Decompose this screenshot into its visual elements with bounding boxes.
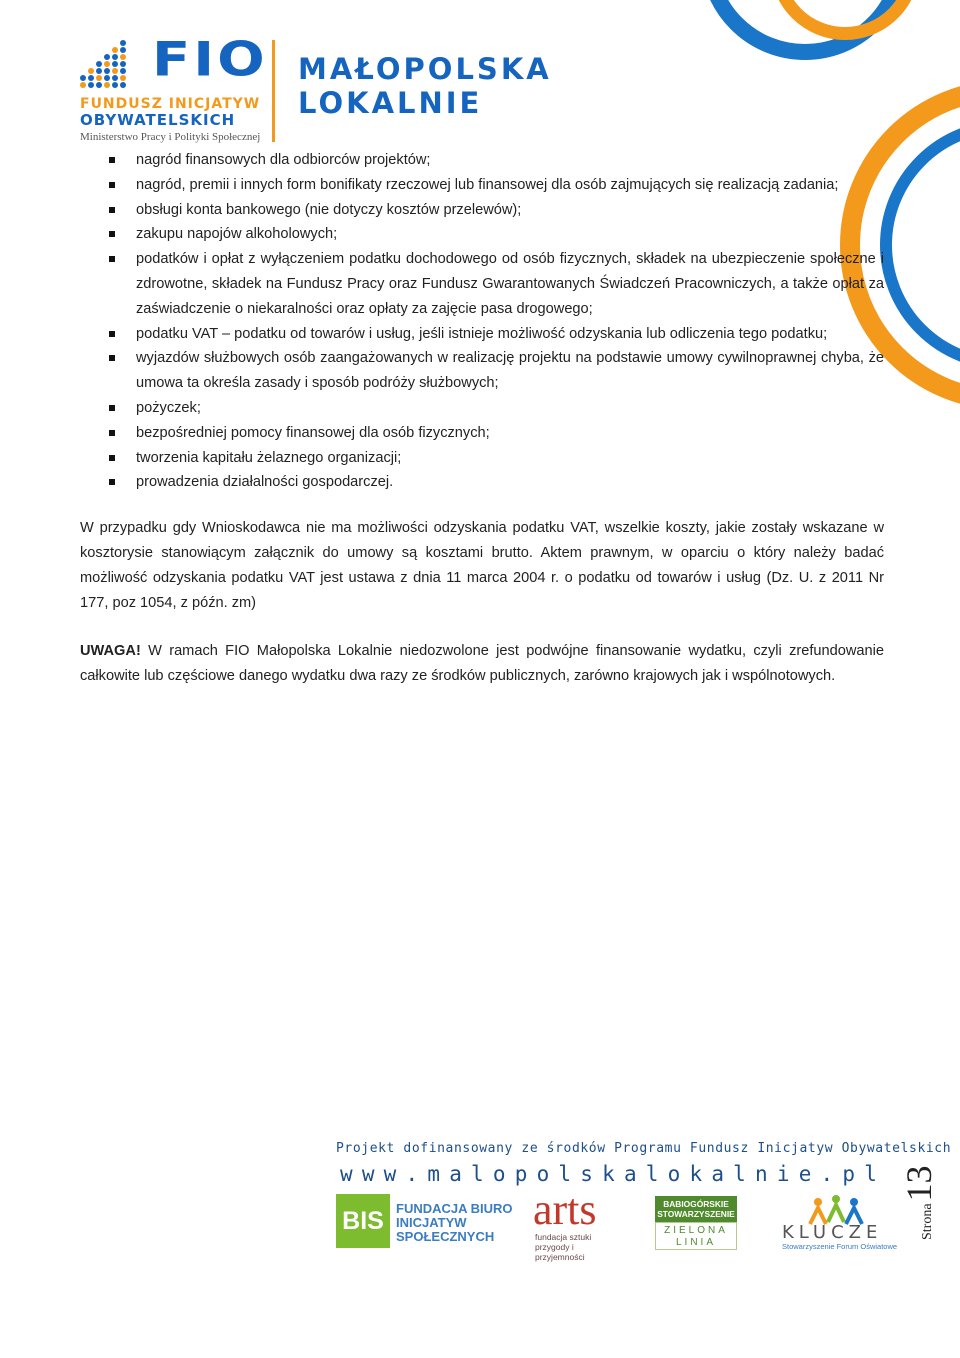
logo-dot: [96, 61, 102, 67]
fio-ministry: Ministerstwo Pracy i Polityki Społecznej: [80, 131, 261, 143]
program-title: [298, 52, 552, 120]
logo-dot: [120, 61, 126, 67]
logo-dot: [104, 82, 110, 88]
list-item: nagród, premii i innych form bonifikaty rzeczowej lub finansowej dla osób zajmujących się realizacją zadania;: [80, 173, 884, 198]
arts-logo: arts: [533, 1185, 597, 1234]
logo-dot: [80, 82, 86, 88]
bis-logo-icon: BIS: [336, 1194, 390, 1248]
program-title-line2: LOKALNIE: [298, 86, 483, 120]
logo-dot: [88, 82, 94, 88]
logo-dot: [120, 68, 126, 74]
logo-dot: [112, 61, 118, 67]
logo-dot: [112, 82, 118, 88]
logo-dot: [120, 47, 126, 53]
klucze-subtitle: Stowarzyszenie Forum Oświatowe: [782, 1242, 898, 1251]
zielona-linia-name: ZIELONA LINIA: [655, 1222, 737, 1250]
page-value: 13: [899, 1165, 939, 1202]
warning-label: UWAGA!: [80, 643, 141, 660]
list-item: zakupu napojów alkoholowych;: [80, 222, 884, 247]
logo-dot: [120, 40, 126, 46]
fio-dots-icon: [80, 42, 128, 88]
bullet-square-icon: [109, 331, 115, 337]
arts-subtitle: fundacja sztuki przygody i przyjemności: [535, 1232, 592, 1262]
logo-dot: [112, 54, 118, 60]
bullet-square-icon: [109, 157, 115, 163]
list-item: podatków i opłat z wyłączeniem podatku dochodowego od osób fizycznych, składek na ubezpieczenie społeczne i zdrowotne, składek na Fundusz Pracy oraz Fundusz Gwarantowanych Świadczeń Pracowniczych, a także opłat za zaświadczenie o niekaralności oraz opłaty za zajęcie pasa drogowego;: [80, 247, 884, 321]
list-item: obsługi konta bankowego (nie dotyczy kosztów przelewów);: [80, 198, 884, 223]
logo-dot: [120, 54, 126, 60]
logo-dot: [112, 68, 118, 74]
logo-dot: [96, 68, 102, 74]
bullet-square-icon: [109, 182, 115, 188]
list-item: bezpośredniej pomocy finansowej dla osób fizycznych;: [80, 421, 884, 446]
cost-exclusion-list: [80, 148, 884, 495]
logo-dot: [120, 75, 126, 81]
page-number: [898, 1150, 948, 1240]
bullet-square-icon: [109, 231, 115, 237]
page-label: Strona: [920, 1203, 935, 1240]
list-item: wyjazdów służbowych osób zaangażowanych w realizację projektu na podstawie umowy cywilnoprawnej chyba, że umowa ta określa zasady i sposób podróży służbowych;: [80, 346, 884, 396]
bullet-square-icon: [109, 355, 115, 361]
warning-text: W ramach FIO Małopolska Lokalnie niedozwolone jest podwójne finansowanie wydatku, czyli zrefundowanie całkowite lub częściowe danego wydatku dwa razy ze środków publicznych, zarówno krajowych jak i wspólnotowych.: [80, 643, 884, 685]
zielona-linia-header: BABIOGÓRSKIE STOWARZYSZENIE: [655, 1196, 737, 1222]
klucze-name: KLUCZE: [782, 1222, 883, 1243]
fio-line1: FUNDUSZ INICJATYW: [80, 96, 261, 112]
bullet-square-icon: [109, 405, 115, 411]
header-logo: [80, 32, 552, 148]
logo-dot: [96, 75, 102, 81]
list-item: tworzenia kapitału żelaznego organizacji;: [80, 446, 884, 471]
logo-dot: [104, 61, 110, 67]
logo-dot: [80, 75, 86, 81]
logo-dot: [112, 47, 118, 53]
bullet-square-icon: [109, 207, 115, 213]
logo-dot: [104, 68, 110, 74]
logo-dot: [88, 68, 94, 74]
list-item: pożyczek;: [80, 396, 884, 421]
logo-dot: [104, 54, 110, 60]
funding-statement: Projekt dofinansowany ze środków Programu Fundusz Inicjatyw Obywatelskich: [336, 1141, 952, 1156]
list-item: nagród finansowych dla odbiorców projektów;: [80, 148, 884, 173]
document-body: [80, 148, 884, 689]
logo-dot: [120, 82, 126, 88]
logo-dot: [96, 82, 102, 88]
bullet-square-icon: [109, 256, 115, 262]
bis-name: FUNDACJA BIURO INICJATYW SPOŁECZNYCH: [396, 1201, 513, 1244]
fio-logo-text: FIO: [152, 32, 268, 88]
logo-divider: [272, 40, 275, 142]
fio-line2: OBYWATELSKICH: [80, 111, 236, 129]
logo-dot: [104, 75, 110, 81]
bullet-square-icon: [109, 479, 115, 485]
vat-paragraph: W przypadku gdy Wnioskodawca nie ma możliwości odzyskania podatku VAT, wszelkie koszty, jakie zostały wskazane w kosztorysie stanowiącym załącznik do umowy są kosztami brutto. Aktem prawnym, w oparciu o który należy badać możliwość odzyskania podatku VAT jest ustawa z dnia 11 marca 2004 r. o podatku od towarów i usług (Dz. U. z 2011 Nr 177, poz 1054, z późn. zm): [80, 520, 884, 611]
list-item: prowadzenia działalności gospodarczej.: [80, 470, 884, 495]
warning-note: [80, 639, 884, 689]
bullet-square-icon: [109, 430, 115, 436]
website-link[interactable]: www.malopolskalokalnie.pl: [340, 1162, 887, 1186]
bullet-square-icon: [109, 455, 115, 461]
logo-dot: [112, 75, 118, 81]
program-title-line1: MAŁOPOLSKA: [298, 52, 552, 86]
list-item: podatku VAT – podatku od towarów i usług, jeśli istnieje możliwość odzyskania lub odliczenia tego podatku;: [80, 322, 884, 347]
logo-dot: [88, 75, 94, 81]
